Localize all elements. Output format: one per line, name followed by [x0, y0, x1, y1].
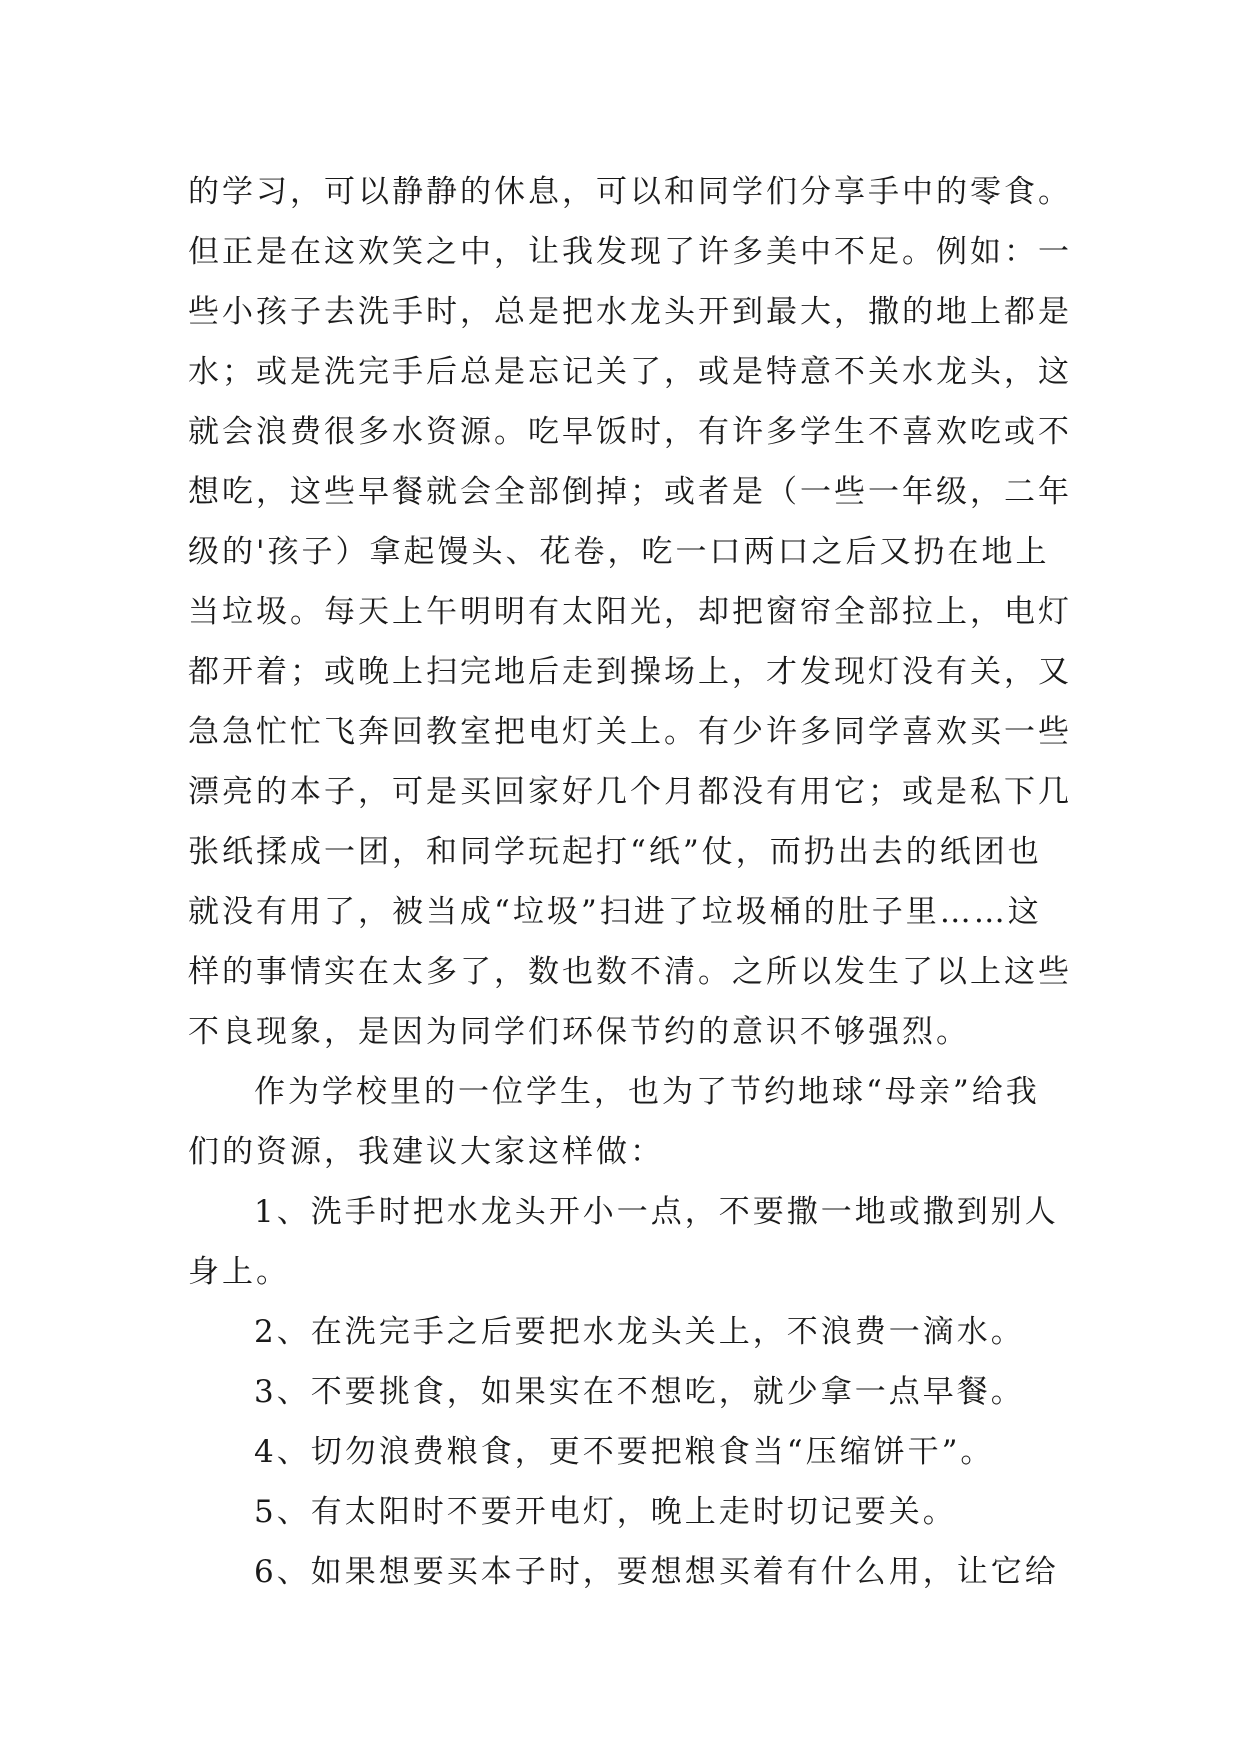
text-line: 级的'孩子）拿起馒头、花卷，吃一口两口之后又扔在地上	[188, 534, 1050, 570]
text-line: 就没有用了，被当成“垃圾”扫进了垃圾桶的肚子里……这	[188, 894, 1042, 930]
document-body	[188, 162, 1088, 1602]
text-line: 漂亮的本子，可是买回家好几个月都没有用它；或是私下几	[188, 774, 1072, 810]
text-line: 想吃，这些早餐就会全部倒掉；或者是（一些一年级，二年	[188, 474, 1072, 510]
text-line: 们的资源，我建议大家这样做：	[188, 1134, 664, 1170]
text-line: 的学习，可以静静的休息，可以和同学们分享手中的零食。	[188, 174, 1072, 210]
text-line: 水；或是洗完手后总是忘记关了，或是特意不关水龙头，这	[188, 354, 1072, 390]
paragraph-first-line: 作为学校里的一位学生，也为了节约地球“母亲”给我	[254, 1074, 1040, 1110]
list-item-2: 2、在洗完手之后要把水龙头关上，不浪费一滴水。	[254, 1314, 1025, 1350]
text-line: 样的事情实在太多了，数也数不清。之所以发生了以上这些	[188, 954, 1072, 990]
list-item-3: 3、不要挑食，如果实在不想吃，就少拿一点早餐。	[254, 1374, 1025, 1410]
list-item-6: 6、如果想要买本子时，要想想买着有什么用，让它给	[254, 1554, 1059, 1590]
text-line: 张纸揉成一团，和同学玩起打“纸”仗，而扔出去的纸团也	[188, 834, 1042, 870]
text-line: 身上。	[188, 1254, 290, 1290]
text-line: 但正是在这欢笑之中，让我发现了许多美中不足。例如：一	[188, 234, 1072, 270]
text-line: 些小孩子去洗手时，总是把水龙头开到最大，撒的地上都是	[188, 294, 1072, 330]
list-item-5: 5、有太阳时不要开电灯，晚上走时切记要关。	[254, 1494, 957, 1530]
list-item-4: 4、切勿浪费粮食，更不要把粮食当“压缩饼干”。	[254, 1434, 995, 1470]
list-item-1: 1、洗手时把水龙头开小一点，不要撒一地或撒到别人	[254, 1194, 1059, 1230]
text-line: 都开着；或晚上扫完地后走到操场上，才发现灯没有关，又	[188, 654, 1072, 690]
text-line: 急急忙忙飞奔回教室把电灯关上。有少许多同学喜欢买一些	[188, 714, 1072, 750]
text-line: 不良现象，是因为同学们环保节约的意识不够强烈。	[188, 1014, 970, 1050]
text-line: 当垃圾。每天上午明明有太阳光，却把窗帘全部拉上，电灯	[188, 594, 1072, 630]
text-line: 就会浪费很多水资源。吃早饭时，有许多学生不喜欢吃或不	[188, 414, 1072, 450]
